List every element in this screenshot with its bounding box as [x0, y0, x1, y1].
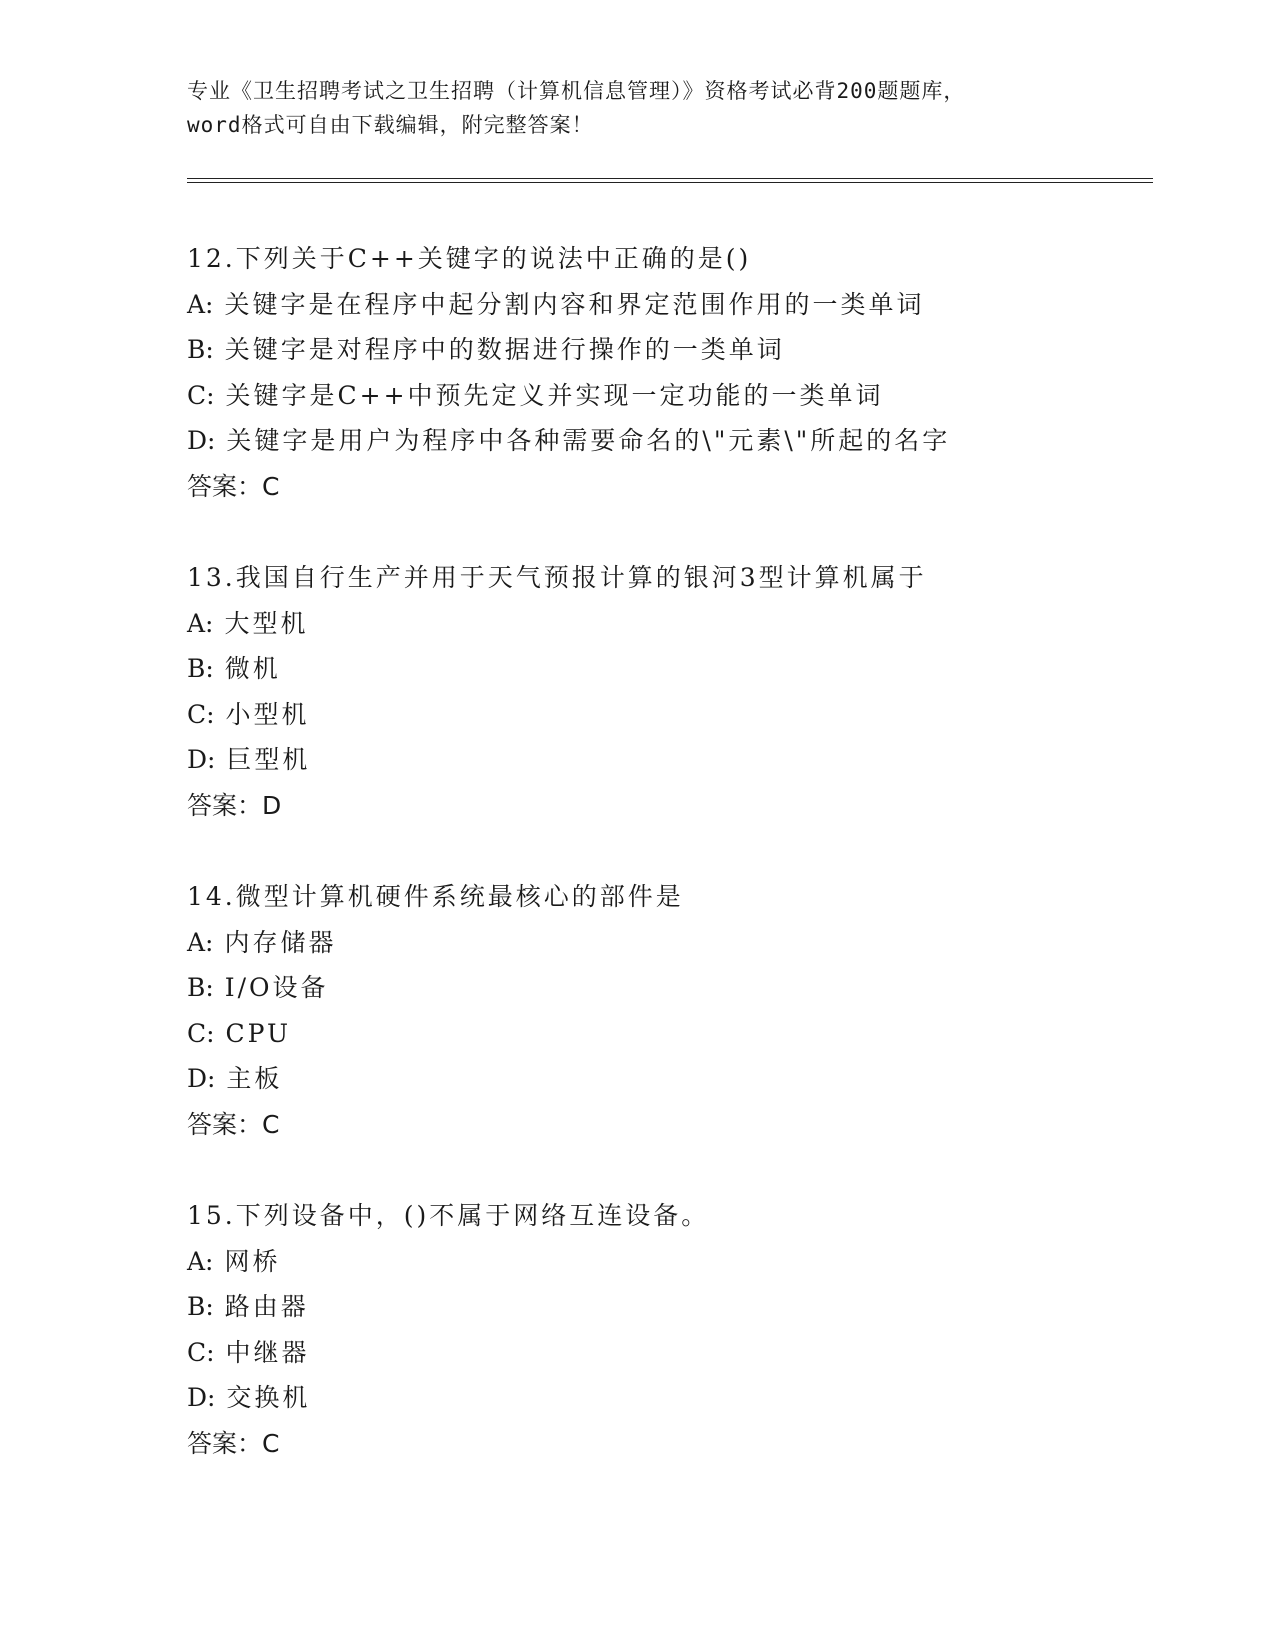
option-d: [187, 1375, 1147, 1421]
option-d: [187, 418, 1147, 464]
answer-line: 答案：C: [187, 1109, 280, 1139]
option-label: B:: [187, 335, 214, 364]
option-text: I/O设备: [224, 973, 329, 1002]
option-label: C:: [187, 699, 215, 729]
option-text: 关键字是在程序中起分割内容和界定范围作用的一类单词: [224, 289, 925, 319]
option-c: [187, 1330, 1147, 1376]
option-text: 中继器: [225, 1337, 310, 1367]
option-text: CPU: [225, 1018, 292, 1048]
option-c: [187, 1011, 1147, 1057]
option-b: [187, 1284, 1147, 1330]
option-d: [187, 737, 1147, 783]
question-stem: 14.微型计算机硬件系统最核心的部件是: [187, 882, 684, 911]
question-stem: 15.下列设备中，()不属于网络互连设备。: [187, 1201, 710, 1230]
header-title-line-1: 专业《卫生招聘考试之卫生招聘（计算机信息管理）》资格考试必背200题题库，: [187, 79, 966, 103]
option-text: 内存储器: [224, 927, 337, 957]
option-text: 关键字是对程序中的数据进行操作的一类单词: [224, 335, 785, 364]
option-text: 巨型机: [226, 745, 311, 774]
option-d: [187, 1056, 1147, 1102]
option-label: C:: [187, 380, 215, 410]
option-b: [187, 965, 1147, 1011]
option-b: [187, 327, 1147, 373]
option-a: [187, 601, 1147, 647]
option-label: B:: [187, 1292, 214, 1321]
option-label: C:: [187, 1018, 215, 1048]
question-13: [187, 555, 1147, 874]
option-c: [187, 373, 1147, 419]
option-c: [187, 692, 1147, 738]
option-label: A:: [187, 289, 214, 319]
answer-line: 答案：D: [187, 790, 282, 820]
option-b: [187, 646, 1147, 692]
option-label: D:: [187, 745, 216, 774]
option-text: 交换机: [226, 1383, 311, 1412]
option-text: 网桥: [224, 1246, 281, 1276]
option-label: D:: [187, 1383, 216, 1412]
question-15: [187, 1193, 1147, 1512]
header-divider-top: [187, 178, 1153, 179]
option-text: 路由器: [224, 1292, 309, 1321]
question-14: [187, 874, 1147, 1193]
option-label: A:: [187, 1246, 214, 1276]
option-label: B:: [187, 654, 214, 683]
option-a: [187, 282, 1147, 328]
option-label: B:: [187, 973, 214, 1002]
option-label: C:: [187, 1337, 215, 1367]
document-header: [187, 74, 1087, 142]
answer-line: 答案：C: [187, 471, 280, 501]
option-text: 微机: [224, 654, 281, 683]
header-title-line-2: word格式可自由下载编辑，附完整答案！: [187, 113, 594, 137]
option-text: 小型机: [225, 699, 310, 729]
option-text: 关键字是C++中预先定义并实现一定功能的一类单词: [225, 380, 884, 410]
option-a: [187, 1239, 1147, 1285]
option-a: [187, 920, 1147, 966]
question-stem: 13.我国自行生产并用于天气预报计算的银河3型计算机属于: [187, 563, 927, 592]
option-text: 大型机: [224, 608, 309, 638]
answer-line: 答案：C: [187, 1428, 280, 1458]
header-divider-bottom: [187, 182, 1153, 183]
question-stem: 12.下列关于C++关键字的说法中正确的是(): [187, 244, 752, 273]
question-12: [187, 236, 1147, 555]
option-label: A:: [187, 927, 214, 957]
option-text: 主板: [226, 1064, 283, 1093]
option-text: 关键字是用户为程序中各种需要命名的\"元素\"所起的名字: [226, 426, 951, 455]
option-label: A:: [187, 608, 214, 638]
question-list: [187, 236, 1147, 1512]
option-label: D:: [187, 426, 216, 455]
option-label: D:: [187, 1064, 216, 1093]
